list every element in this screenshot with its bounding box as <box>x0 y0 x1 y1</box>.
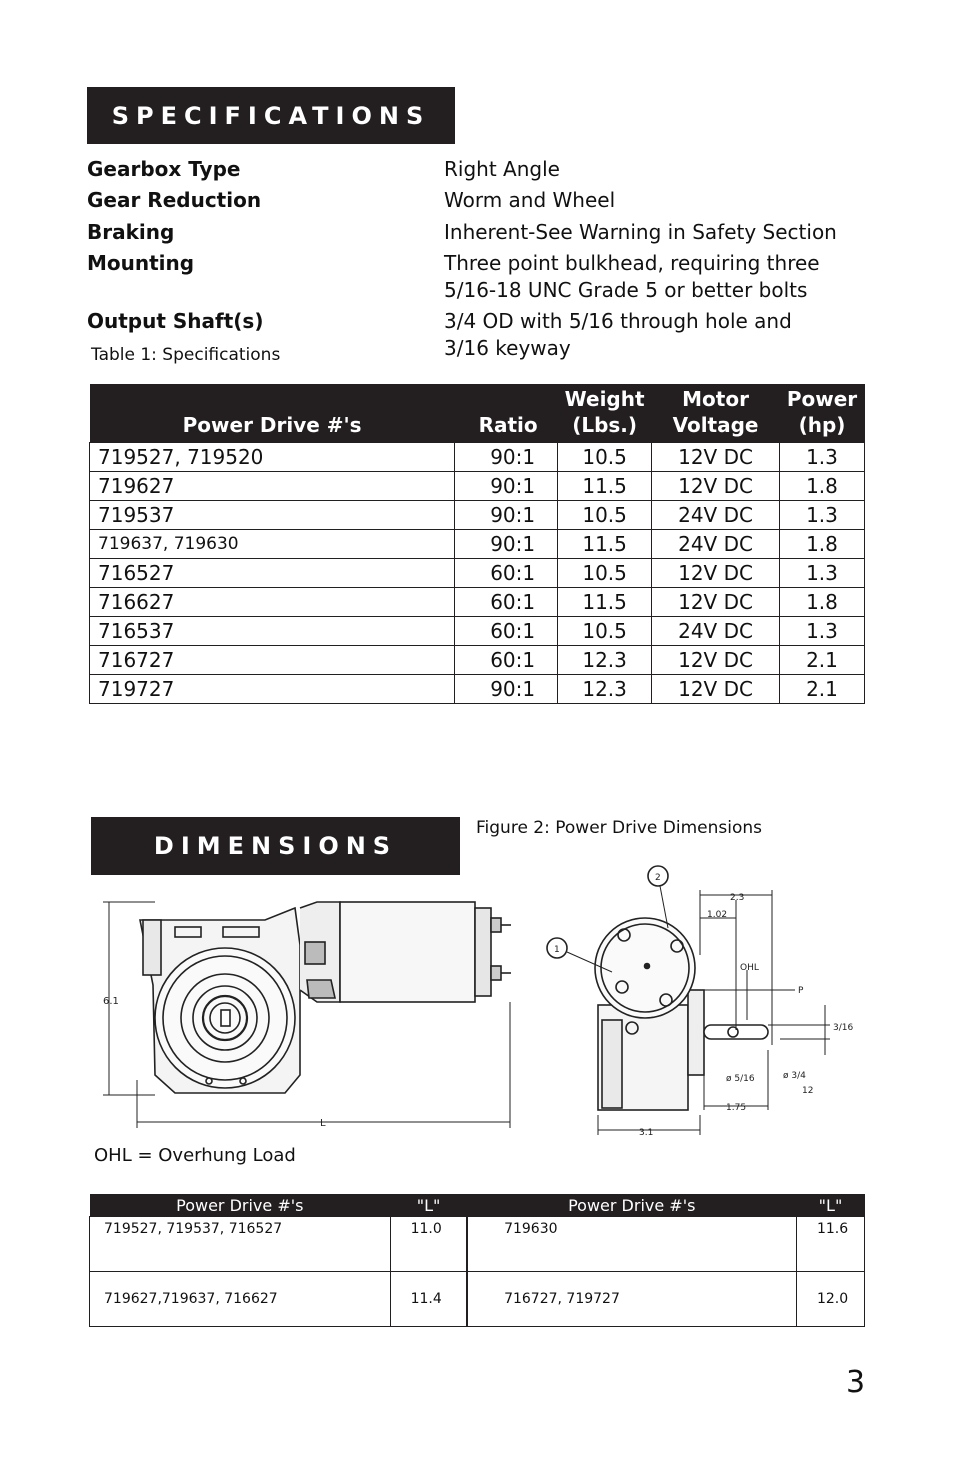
table-row <box>90 559 865 588</box>
table-1-caption: Table 1: Specifications <box>91 345 281 365</box>
dimensions-banner <box>91 817 460 875</box>
spec-label-gearbox-type: Gearbox Type <box>87 157 241 181</box>
cell-ratio: 60:1 <box>455 646 558 675</box>
cell-weight: 10.5 <box>558 559 652 588</box>
dim-label-p: P <box>798 986 804 996</box>
l-header-l-2: "L" <box>796 1194 864 1217</box>
l-cell-l-2: 12.0 <box>796 1272 864 1327</box>
cell-power-drive: 716727 <box>90 646 455 675</box>
cell-ratio: 60:1 <box>455 617 558 646</box>
cell-voltage: 24V DC <box>652 501 780 530</box>
table-row <box>90 617 865 646</box>
cell-voltage: 12V DC <box>652 588 780 617</box>
cell-weight: 10.5 <box>558 617 652 646</box>
table-row <box>90 443 865 472</box>
power-drive-spec-table <box>89 384 865 704</box>
cell-power-drive: 719627 <box>90 472 455 501</box>
cell-power: 1.3 <box>779 559 864 588</box>
table-header-row <box>90 384 865 443</box>
table-row <box>90 675 865 704</box>
spec-label-braking: Braking <box>87 220 175 244</box>
cell-voltage: 12V DC <box>652 443 780 472</box>
cell-power: 1.3 <box>779 617 864 646</box>
dimensions-title: DIMENSIONS <box>153 832 398 860</box>
header-ratio: Ratio <box>455 384 558 443</box>
dim-label-hole: ø 5/16 <box>726 1074 755 1084</box>
cell-power: 1.8 <box>779 472 864 501</box>
l-header-power-drive-1: Power Drive #'s <box>90 1194 391 1217</box>
l-cell-drives-1: 719627,719637, 716627 <box>90 1272 391 1327</box>
spec-label-mounting: Mounting <box>87 251 195 275</box>
spec-value-gear-reduction: Worm and Wheel <box>444 188 616 212</box>
l-cell-drives-2: 719630 <box>467 1217 796 1272</box>
spec-label-output-shaft: Output Shaft(s) <box>87 309 264 333</box>
cell-ratio: 60:1 <box>455 559 558 588</box>
spec-value-mounting-line1: Three point bulkhead, requiring three <box>444 251 820 275</box>
cell-power: 1.8 <box>779 530 864 559</box>
specifications-title: SPECIFICATIONS <box>111 101 431 130</box>
l-table-header-row <box>90 1194 865 1217</box>
header-power-drive: Power Drive #'s <box>90 384 455 443</box>
side-view-drawing <box>95 890 525 1135</box>
end-view-drawing <box>540 860 860 1145</box>
ohl-note: OHL = Overhung Load <box>94 1145 296 1166</box>
dim-label-1-75: 1.75 <box>726 1103 747 1113</box>
header-motor-voltage: Motor Voltage <box>652 384 780 443</box>
spec-value-mounting <box>444 250 820 304</box>
header-weight: Weight (Lbs.) <box>558 384 652 443</box>
cell-weight: 10.5 <box>558 501 652 530</box>
cell-voltage: 24V DC <box>652 617 780 646</box>
dim-label-2-3: 2.3 <box>730 893 745 903</box>
cell-power: 1.3 <box>779 501 864 530</box>
specifications-banner <box>87 87 455 144</box>
table-row <box>90 501 865 530</box>
cell-power-drive: 719527, 719520 <box>90 443 455 472</box>
cell-voltage: 12V DC <box>652 559 780 588</box>
table-row <box>90 530 865 559</box>
l-cell-drives-2: 716727, 719727 <box>467 1272 796 1327</box>
cell-ratio: 90:1 <box>455 530 558 559</box>
cell-power-drive: 716627 <box>90 588 455 617</box>
spec-value-gearbox-type: Right Angle <box>444 157 560 181</box>
cell-voltage: 12V DC <box>652 472 780 501</box>
callout-2: 2 <box>655 873 661 883</box>
table-row <box>90 646 865 675</box>
cell-weight: 12.3 <box>558 646 652 675</box>
table-row <box>90 1217 865 1272</box>
cell-weight: 11.5 <box>558 588 652 617</box>
cell-power-drive: 716527 <box>90 559 455 588</box>
header-power: Power (hp) <box>779 384 864 443</box>
dim-label-keyway: 3/16 <box>833 1023 854 1033</box>
spec-value-output-shaft-line1: 3/4 OD with 5/16 through hole and <box>444 309 792 333</box>
cell-voltage: 12V DC <box>652 646 780 675</box>
cell-ratio: 90:1 <box>455 675 558 704</box>
cell-power: 1.3 <box>779 443 864 472</box>
cell-ratio: 90:1 <box>455 443 558 472</box>
spec-value-braking: Inherent-See Warning in Safety Section <box>444 220 837 244</box>
cell-power: 2.1 <box>779 675 864 704</box>
cell-ratio: 60:1 <box>455 588 558 617</box>
dim-label-ohl: OHL <box>740 963 759 973</box>
spec-label-gear-reduction: Gear Reduction <box>87 188 262 212</box>
dim-label-1-02: 1.02 <box>707 910 728 920</box>
cell-weight: 11.5 <box>558 472 652 501</box>
figure-2-caption: Figure 2: Power Drive Dimensions <box>476 818 763 838</box>
cell-weight: 11.5 <box>558 530 652 559</box>
cell-weight: 10.5 <box>558 443 652 472</box>
table-row <box>90 588 865 617</box>
l-header-power-drive-2: Power Drive #'s <box>467 1194 796 1217</box>
dim-label-12: 12 <box>802 1086 814 1096</box>
callout-1: 1 <box>554 945 560 955</box>
cell-ratio: 90:1 <box>455 501 558 530</box>
cell-power: 2.1 <box>779 646 864 675</box>
cell-voltage: 24V DC <box>652 530 780 559</box>
dim-label-length: L <box>320 1118 326 1129</box>
page-number: 3 <box>846 1365 866 1400</box>
l-cell-l-2: 11.6 <box>796 1217 864 1272</box>
cell-power-drive: 716537 <box>90 617 455 646</box>
l-cell-l-1: 11.0 <box>390 1217 467 1272</box>
cell-power-drive: 719727 <box>90 675 455 704</box>
l-cell-drives-1: 719527, 719537, 716527 <box>90 1217 391 1272</box>
cell-weight: 12.3 <box>558 675 652 704</box>
l-cell-l-1: 11.4 <box>390 1272 467 1327</box>
cell-power-drive: 719637, 719630 <box>90 530 455 559</box>
cell-power-drive: 719537 <box>90 501 455 530</box>
cell-voltage: 12V DC <box>652 675 780 704</box>
cell-ratio: 90:1 <box>455 472 558 501</box>
spec-value-mounting-line2: 5/16-18 UNC Grade 5 or better bolts <box>444 278 808 302</box>
dim-label-3-1: 3.1 <box>639 1128 654 1138</box>
spec-value-output-shaft <box>444 308 792 362</box>
dim-label-height: 6.1 <box>103 996 119 1007</box>
length-table <box>89 1194 865 1327</box>
spec-value-output-shaft-line2: 3/16 keyway <box>444 336 571 360</box>
cell-power: 1.8 <box>779 588 864 617</box>
table-row <box>90 1272 865 1327</box>
dim-label-shaft-od: ø 3/4 <box>783 1071 806 1081</box>
table-row <box>90 472 865 501</box>
l-header-l-1: "L" <box>390 1194 467 1217</box>
